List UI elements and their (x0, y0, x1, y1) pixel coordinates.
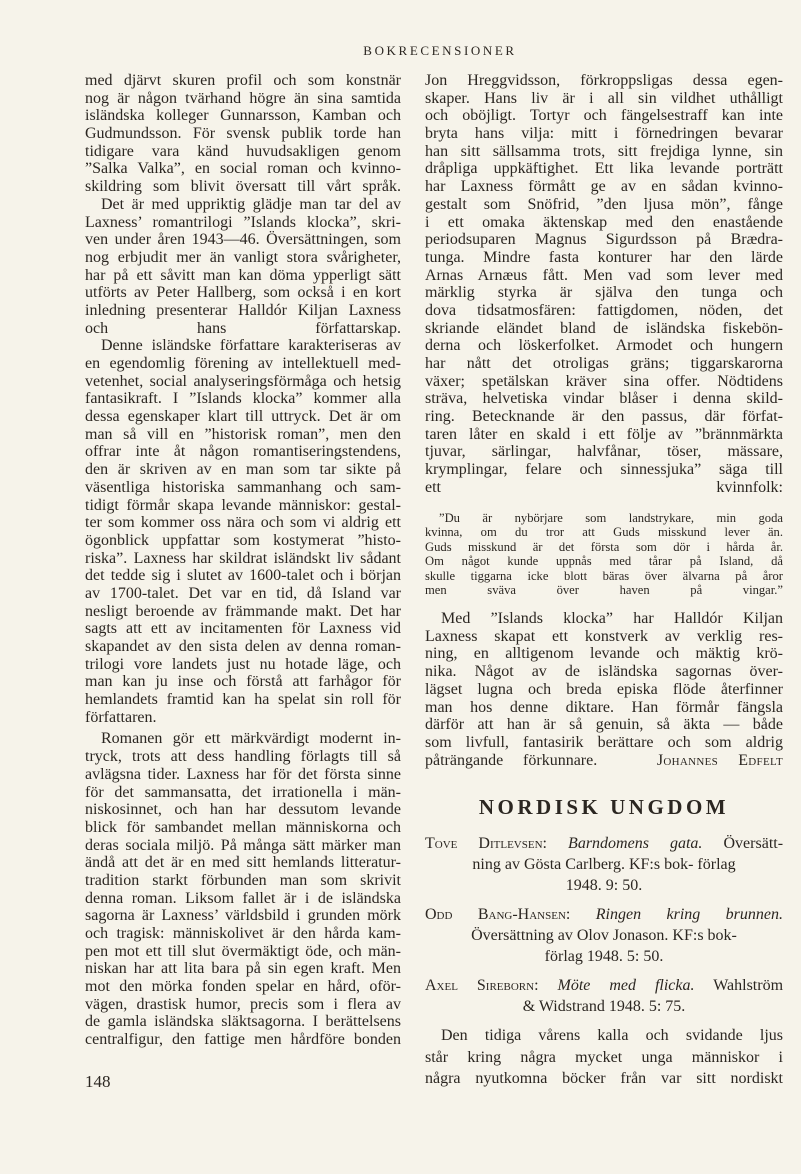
text-line: författaren. (85, 708, 157, 726)
text-line: han sitt sällsamma trots, sitt frejdiga lynne, sin (425, 142, 783, 160)
review-paragraph (425, 610, 783, 752)
entry-publication: Översättning av Olov Jonason. KF:s bok- förlag 1948. 5: 50. (471, 927, 737, 966)
entry-author: Axel Sireborn: (425, 977, 539, 995)
review-signature: Johannes Edfelt (656, 751, 784, 769)
entry-first-line (425, 833, 783, 854)
text-line: och hans författarskap. (85, 319, 401, 337)
text-line: derna och löskerfolket. Armodet och hungern (425, 337, 783, 355)
text-line: märklig styrka är själva den tunga och (425, 284, 783, 302)
text-line: Romanen gör ett märkvärdigt modernt in- (101, 730, 401, 748)
text-line: skriande eländet bland de isländska fiskebön- (425, 319, 783, 337)
text-line: centralfigur, den fattige men hårdföre bonden (85, 1031, 401, 1049)
entry-author: Odd Bang-Hansen: (425, 906, 571, 924)
text-line: deras sociala miljö. På många sätt märker man (85, 836, 401, 854)
text-line: Med ”Islands klocka” har Halldór Kiljan (441, 610, 783, 628)
text-line: har nått det otroligas gräns; tiggarskarorna (425, 355, 783, 372)
text-line: hemlandets framtid kan ha spelat sin roll för (85, 691, 401, 709)
review-paragraph (425, 72, 783, 497)
book-entry (425, 833, 783, 896)
running-head: BOKRECENSIONER (363, 43, 517, 58)
text-line: vetenhet, social analyseringsförmåga och hetsig (85, 372, 401, 390)
text-line: tunga. Mindre fasta konturer har den lärde (425, 248, 783, 266)
text-line: offrar inte åt någon romantiseringstendens, (85, 443, 401, 461)
text-line: man kan ju inse och förstå att farhågor för (85, 673, 401, 691)
text-line: riska”. Laxness har skildrat isländskt liv sådant (85, 549, 401, 567)
text-line: tidigt förmår skapa levande människor: gestal- (85, 496, 401, 514)
entry-title: Möte med flicka. (557, 977, 695, 995)
entry-author: Tove Ditlevsen: (425, 835, 547, 853)
right-column (425, 72, 783, 1090)
text-line: lägset lugna och breda episka flöde återfinner (425, 680, 783, 698)
text-line: kvinna, om du tror att Guds misskund lever än. (425, 525, 783, 540)
text-line: skulle tiggarna icke blott bäras över älvarna på åror (425, 568, 783, 583)
text-line: Denne isländske författare karakteriseras av (101, 337, 401, 355)
text-line: tradition starkt förbunden man som skrivit (85, 871, 401, 889)
text-line: nesligt beroende av främmande makt. Det har (85, 602, 401, 620)
text-line: några nyutkomna böcker från var sitt nordiskt (425, 1070, 783, 1088)
text-line: Laxness’ romantrilogi ”Islands klocka”, skri- (85, 213, 401, 231)
text-line: krymplingar, felare och sinnessjuka” säga till (425, 461, 783, 479)
closing-line (425, 752, 783, 770)
text-line: ändå att det är en med sitt hemlands litteratur- (85, 854, 401, 872)
book-entries (425, 833, 783, 1017)
text-line: inledning presenterar Halldór Kiljan Laxness (85, 301, 401, 319)
text-line: står kring några mycket unga människor i (425, 1048, 783, 1066)
text-line: har på ett såvitt man kan döma ypperligt sätt (85, 266, 401, 284)
text-line: denna roman. Liksom fallet är i de isländska (85, 889, 401, 907)
text-line: i ett omaka äktenskap med den enastående (425, 213, 783, 231)
text-line: pen mot ett till slut övermäktigt öde, och män- (85, 942, 401, 960)
text-line: ning, en alltigenom levande och mäktig krö- (425, 645, 783, 663)
text-line: nog är någon tvärhand högre än sina samtida (85, 89, 401, 107)
text-line: sagts att ett av incitamenten för Laxness vid (85, 620, 401, 638)
text-line: skapandet av den sista delen av denna roman- (85, 638, 401, 655)
text-line: sträva, helvetiska vindar blåser i denna skild- (425, 390, 783, 408)
text-line: ”Du är nybörjare som landstrykare, min goda (439, 510, 783, 525)
section-title: NORDISK UNGDOM (478, 795, 730, 820)
text-line: skaper. Hans liv är i all sin vildhet uthålligt (425, 89, 783, 107)
text-line: tryck, trots att dess handling förlagts till så (85, 748, 401, 766)
text-line: Det är med uppriktig glädje man tar del av (101, 195, 401, 213)
entry-title: Ringen kring brunnen. (595, 906, 783, 924)
book-entry (425, 904, 783, 967)
entry-first-line (425, 975, 783, 996)
text-line: periodsuparen Magnus Sigurdsson på Brædra- (425, 231, 783, 249)
review-paragraph (85, 72, 401, 196)
book-entry (425, 975, 783, 1017)
text-line: dessa egenskaper klart till uttryck. Det är om (85, 408, 401, 426)
review-paragraph (85, 730, 401, 1048)
left-column (85, 72, 401, 1049)
text-line: fantasikraft. I ”Islands klocka” kommer alla (85, 390, 401, 408)
text-line: den är skriven av en man som tar sikte på (85, 461, 401, 479)
text-line: ögonblick uppfattar som kostymerat ”histo- (85, 531, 401, 549)
text-line: man så vill en ”historisk roman”, men den (85, 425, 401, 443)
text-line: har Laxness förmått ge av en sådan kvinno- (425, 178, 783, 196)
review-paragraph (85, 337, 401, 726)
text-line: utförts av Peter Hallberg, som också i en kort (85, 284, 401, 302)
text-line: nog erbjudit mer än vanligt stora svårigheter, (85, 248, 401, 266)
text-line: blick för sambandet mellan människorna och (85, 818, 401, 836)
text-line: Guds misskund är det första som dör i hårda år. (425, 539, 783, 554)
text-line: en egendomlig förening av intellektuell med- (85, 355, 401, 372)
text-line: ”Salka Valka”, en social roman och kvinno- (85, 160, 401, 178)
text-line: växer; spetälskan kräver sina offer. Nödtidens (425, 372, 783, 390)
text-line: niskan har att lita bara på sin egen kraft. Men (85, 960, 401, 978)
text-line: därför att han är så genuin, så äkta — både (425, 716, 783, 734)
text-line: taren låter en skald i ett följe av ”brännmärkta (425, 425, 783, 443)
text-line: men sväva över haven på vingar.” (425, 583, 783, 598)
text-line: ter som kommer oss nära och som vi aldrig ett (85, 514, 401, 532)
text-line: och tragisk: människolivet är den hårda kam- (85, 925, 401, 942)
text-line: niskosinnet, och han har dessutom levande (85, 801, 401, 819)
text-line: och oböjligt. Tortyr och fängelsestraff kan inte (425, 107, 783, 125)
text-line: Jon Hreggvidsson, förkroppsligas dessa egen- (425, 72, 783, 89)
text-line: gestalt som Snöfrid, ”den ljusa mön”, fånge (425, 195, 783, 213)
entry-publication: ning av Gösta Carlberg. KF:s bok- förlag 1948. 9: 50. (472, 856, 736, 895)
entry-first-rest: Översätt- (723, 835, 784, 853)
text-line: Gudmundsson. För svensk publik torde han (85, 125, 401, 143)
closing-text: påträngande förkunnare. (425, 751, 598, 769)
text-line: som livfull, fantasirik berättare och som aldrig (425, 733, 783, 751)
text-line: det tedde sig i slutet av 1600-talet och i början (85, 567, 401, 585)
text-line: bryta hans vilja: mitt i förnedringen bevarar (425, 125, 783, 143)
text-line: vägen, drastisk humor, precis som i flera av (85, 995, 401, 1013)
text-line: nika. Något av de isländska sagornas över- (425, 663, 783, 681)
text-line: ring. Betecknande är den passus, där förfat- (425, 408, 783, 426)
text-line: med djärvt skuren profil och som konstnär (85, 72, 401, 89)
page-number: 148 (85, 1072, 111, 1091)
text-line: de gamla isländska släktsagorna. I berättelsens (85, 1013, 401, 1031)
text-line: skildring som blivit översatt till vårt språk. (85, 178, 401, 196)
entry-first-rest: Wahlström (713, 977, 784, 995)
block-quote (425, 511, 783, 599)
text-line: isländska kolleger Gunnarsson, Kamban och (85, 107, 401, 125)
review-paragraph (85, 196, 401, 338)
text-line: ett kvinnfolk: (425, 478, 783, 496)
entry-publication: & Widstrand 1948. 5: 75. (522, 998, 686, 1016)
text-line: för det sammansatta, det irrationella i män- (85, 783, 401, 801)
text-line: dråpliga uppkäftighet. Ett lika levande porträtt (425, 160, 783, 178)
text-line: Om något kunde uppnås med tårar på Island, då (425, 554, 783, 569)
review-paragraph (425, 1025, 783, 1090)
text-line: väsentliga historiska sammanhang och sam- (85, 478, 401, 496)
text-line: ven under åren 1943—46. Översättningen, som (85, 231, 401, 249)
text-line: trilogi vore landets just nu hotade läge, och (85, 655, 401, 673)
entry-first-line (425, 904, 783, 925)
entry-title: Barndomens gata. (568, 835, 703, 853)
text-line: sagorna är Laxness’ världsbild i grunden mörk (85, 907, 401, 925)
text-line: av 1700-talet. Det var en tid, då Island var (85, 584, 401, 602)
text-line: mot den mörka fonden spelar en hård, oför- (85, 978, 401, 996)
text-line: avlägsna tider. Laxness har för det första sinne (85, 765, 401, 783)
text-line: man hos denne diktare. Han förmår fängsla (425, 698, 783, 716)
text-line: tidigare vara känd huvudsakligen genom (85, 142, 401, 160)
text-line: Laxness skapat ett konstverk av verklig res- (425, 627, 783, 645)
text-line: dova tidsatmosfären: fattigdomen, nöden, det (425, 301, 783, 319)
text-line: Arnas Arnæus fått. Men vad som lever med (425, 266, 783, 284)
text-line: tjuvar, särlingar, halvfånar, töser, mässare, (425, 443, 783, 461)
text-line: Den tidiga vårens kalla och svidande ljus (441, 1027, 783, 1045)
